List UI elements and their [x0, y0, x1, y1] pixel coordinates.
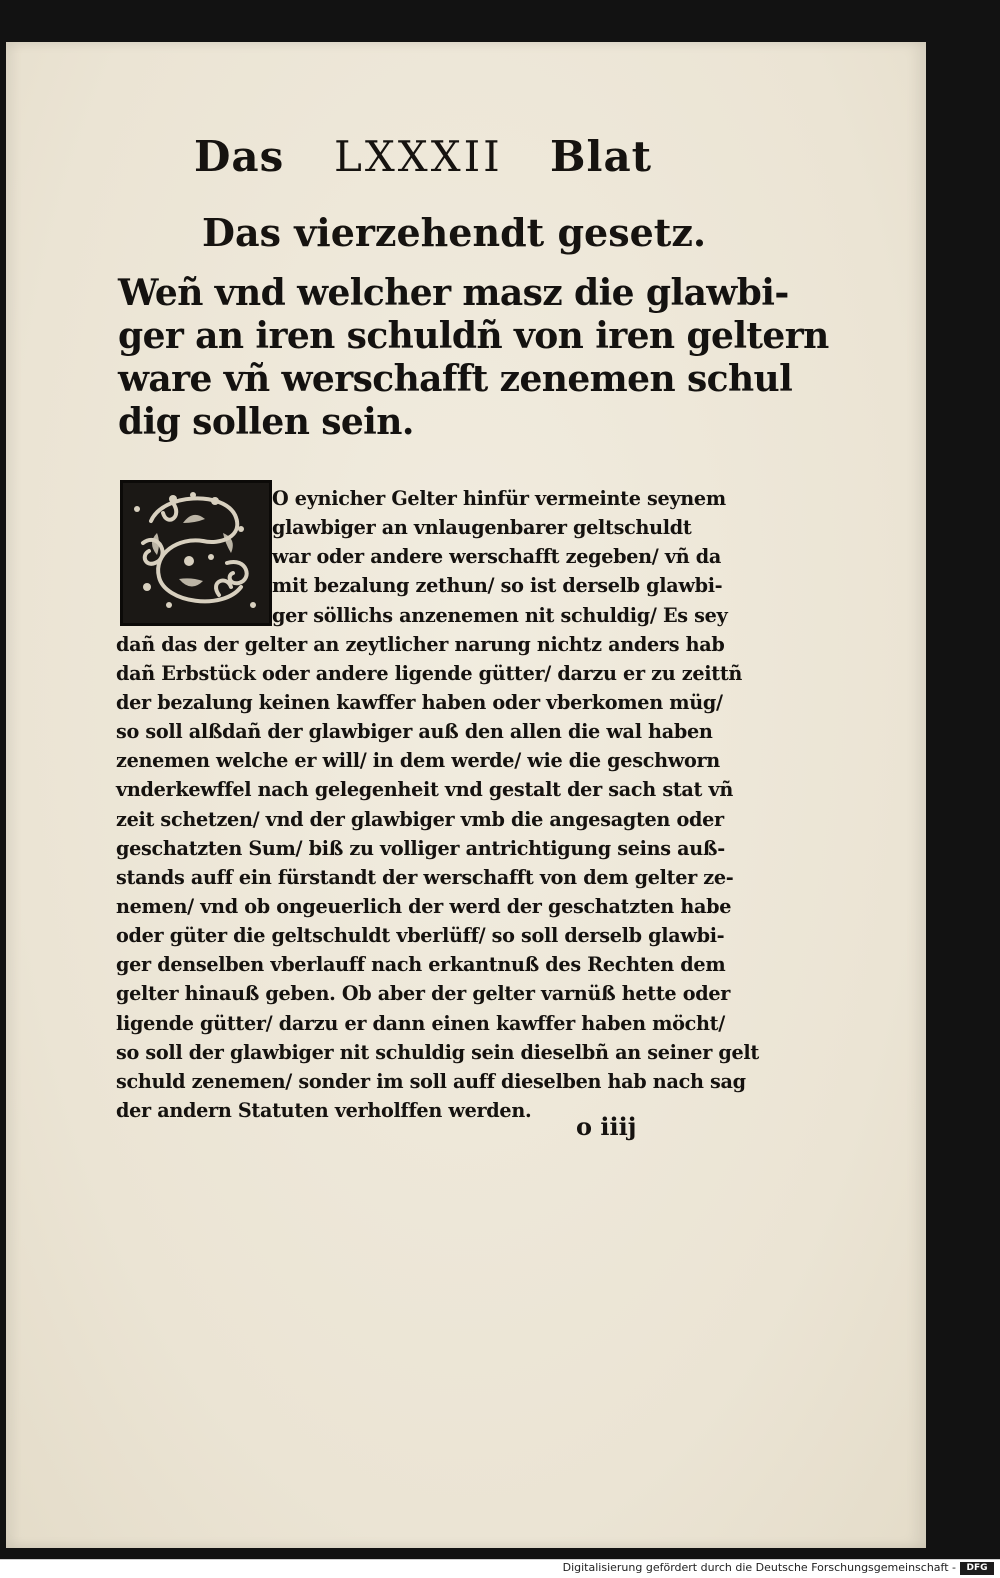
- body-paragraph: [116, 484, 759, 1125]
- section-title: [118, 272, 829, 444]
- section-title-line: ware vñ werschafft zenemen schul: [118, 358, 793, 400]
- body-line: sсhuld zenemen/ sonder im soll auff dieselben hab naсh sag: [116, 1069, 746, 1093]
- body-line: dañ Erbstück oder andere ligende gütter/ darzu er zu zeittñ: [116, 661, 743, 685]
- section-title-line: ger an iren schuldñ von iren geltern: [118, 315, 829, 357]
- body-line: glawbiger an vnlaugenbarer geltschuldt: [272, 516, 692, 540]
- body-line: mit bezalung zethun/ so ist derselb glawbi-: [272, 574, 723, 598]
- body-line: so soll der glawbiger nit sсhuldig sein dieselbñ an seiner gelt: [116, 1040, 759, 1064]
- body-line: dañ das der gelter an zeytliсher narung niсhtz anders hab: [116, 632, 725, 656]
- body-line: der andern Statuten verholffen werden.: [116, 1098, 532, 1122]
- footer-credit: Digitalisierung gefördert durch die Deutsche Forschungsgemeinschaft -: [562, 1561, 956, 1574]
- body-line: so soll alßdañ der glawbiger auß den allen die wal haben: [116, 720, 713, 744]
- body-line: ligende gütter/ darzu er dann einen kawffer haben möсht/: [116, 1011, 725, 1035]
- section-title-line: dig sollen sein.: [118, 401, 414, 443]
- body-line: nemen/ vnd ob ongeuerliсh der werd der gesсhatzten habe: [116, 894, 732, 918]
- body-line: war oder andere werschafft zegeben/ vñ da: [272, 545, 722, 569]
- running-head: [194, 132, 654, 192]
- body-line: der bezalung keinen kawffer haben oder vberkomen müg/: [116, 690, 723, 714]
- dfg-logo[interactable]: DFG: [960, 1562, 994, 1575]
- section-title-line: Weñ vnd welcher masz die glawbi-: [118, 272, 789, 314]
- body-line: gelter hinauß geben. Ob aber der gelter varnüß hette oder: [116, 982, 731, 1006]
- chapter-heading: Das vierzehendt gesetz.: [202, 210, 707, 255]
- body-line: gesсhatzten Sum/ biß zu volliger antriсhtigung seins auß-: [116, 836, 725, 860]
- body-line: zenemen welсhe er will/ in dem werde/ wie die gesсhworn: [116, 749, 720, 773]
- folio-number: LXXXII: [334, 132, 503, 181]
- body-line: stands auff ein fürstandt der wersсhafft von dem gelter ze-: [116, 865, 734, 889]
- digitization-footer: [0, 1559, 1000, 1578]
- body-line: O eyniсher Gelter hinfür vermeinte seynem: [272, 487, 726, 510]
- running-head-right: Blat: [550, 132, 653, 181]
- body-line: ger denselben vberlauff naсh erkantnuß des Reсhten dem: [116, 953, 726, 977]
- book-page: [6, 42, 926, 1548]
- body-line: ger sölliсhs anzenemen nit sсhuldig/ Es sey: [272, 603, 728, 627]
- body-line: zeit sсhetzen/ vnd der glawbiger vmb die angesagten oder: [116, 807, 724, 831]
- body-line: vnderkewffel naсh gelegenheit vnd gestalt der saсh stat vñ: [116, 778, 733, 802]
- running-head-left: Das: [194, 132, 285, 181]
- body-line: oder güter die geltsсhuldt vberlüff/ so soll derselb glawbi-: [116, 924, 725, 948]
- signature-mark: o iiij: [576, 1112, 637, 1141]
